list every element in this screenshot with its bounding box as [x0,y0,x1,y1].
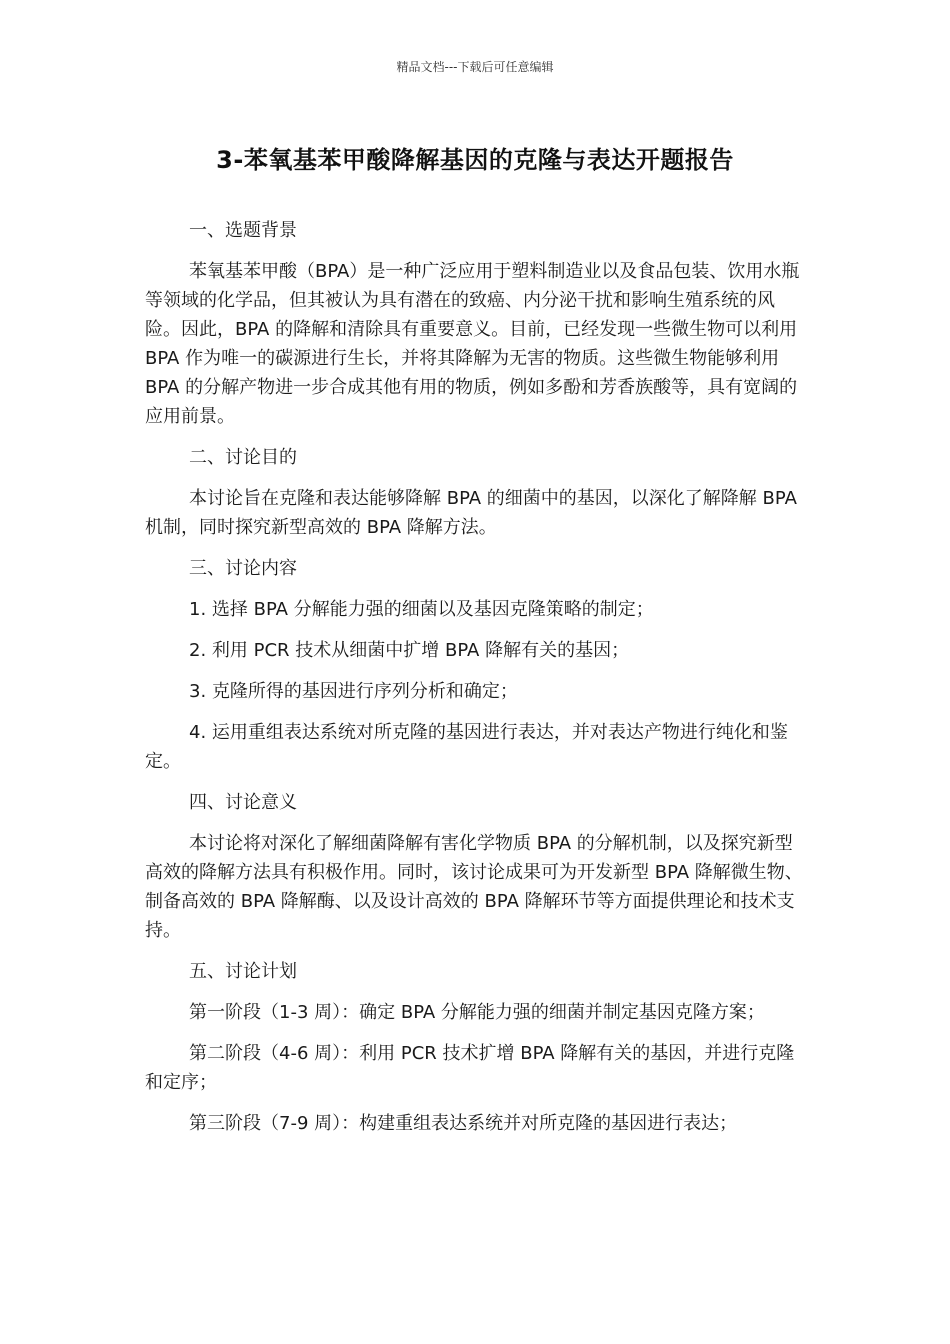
section-heading-content: 三、讨论内容 [189,558,297,579]
section-heading-plan: 五、讨论计划 [189,961,297,982]
section-heading-significance: 四、讨论意义 [189,792,297,813]
plan-item-2: 第二阶段（4-6 周）：利用 PCR 技术扩增 BPA 降解有关的基因，并进行克隆和定序； [145,1043,795,1093]
document-body [145,216,805,1150]
background-paragraph: 苯氧基苯甲酸（BPA）是一种广泛应用于塑料制造业以及食品包装、饮用水瓶等领域的化学品，但其被认为具有潜在的致癌、内分泌干扰和影响生殖系统的风险。因此，BPA 的降解和清除具有重要意义。目前，已经发现一些微生物可以利用 BPA 作为唯一的碳源进行生长，并将其降解为无害的物质。这些微生物能够利用 BPA 的分解产物进一步合成其他有用的物质，例如多酚和芳香族酸等，具有宽阔的应用前景。 [145,261,800,427]
document-title: 3-苯氧基苯甲酸降解基因的克隆与表达开题报告 [216,146,734,174]
content-item-2: 2. 利用 PCR 技术从细菌中扩增 BPA 降解有关的基因； [189,640,630,661]
plan-item-1: 第一阶段（1-3 周）：确定 BPA 分解能力强的细菌并制定基因克隆方案； [189,1002,765,1023]
content-item-4: 4. 运用重组表达系统对所克隆的基因进行表达，并对表达产物进行纯化和鉴定。 [145,722,788,772]
header-note: 精品文档---下载后可任意编辑 [396,60,554,74]
section-heading-background: 一、选题背景 [189,220,297,241]
content-item-1: 1. 选择 BPA 分解能力强的细菌以及基因克隆策略的制定； [189,599,654,620]
purpose-paragraph: 本讨论旨在克隆和表达能够降解 BPA 的细菌中的基因，以深化了解降解 BPA 机制，同时探究新型高效的 BPA 降解方法。 [145,488,797,538]
content-item-3: 3. 克隆所得的基因进行序列分析和确定； [189,681,518,702]
section-heading-purpose: 二、讨论目的 [189,447,297,468]
plan-item-3: 第三阶段（7-9 周）：构建重组表达系统并对所克隆的基因进行表达； [189,1113,738,1134]
significance-paragraph: 本讨论将对深化了解细菌降解有害化学物质 BPA 的分解机制，以及探究新型高效的降解方法具有积极作用。同时，该讨论成果可为开发新型 BPA 降解微生物、制备高效的 BPA 降解酶、以及设计高效的 BPA 降解环节等方面提供理论和技术支持。 [145,833,803,941]
